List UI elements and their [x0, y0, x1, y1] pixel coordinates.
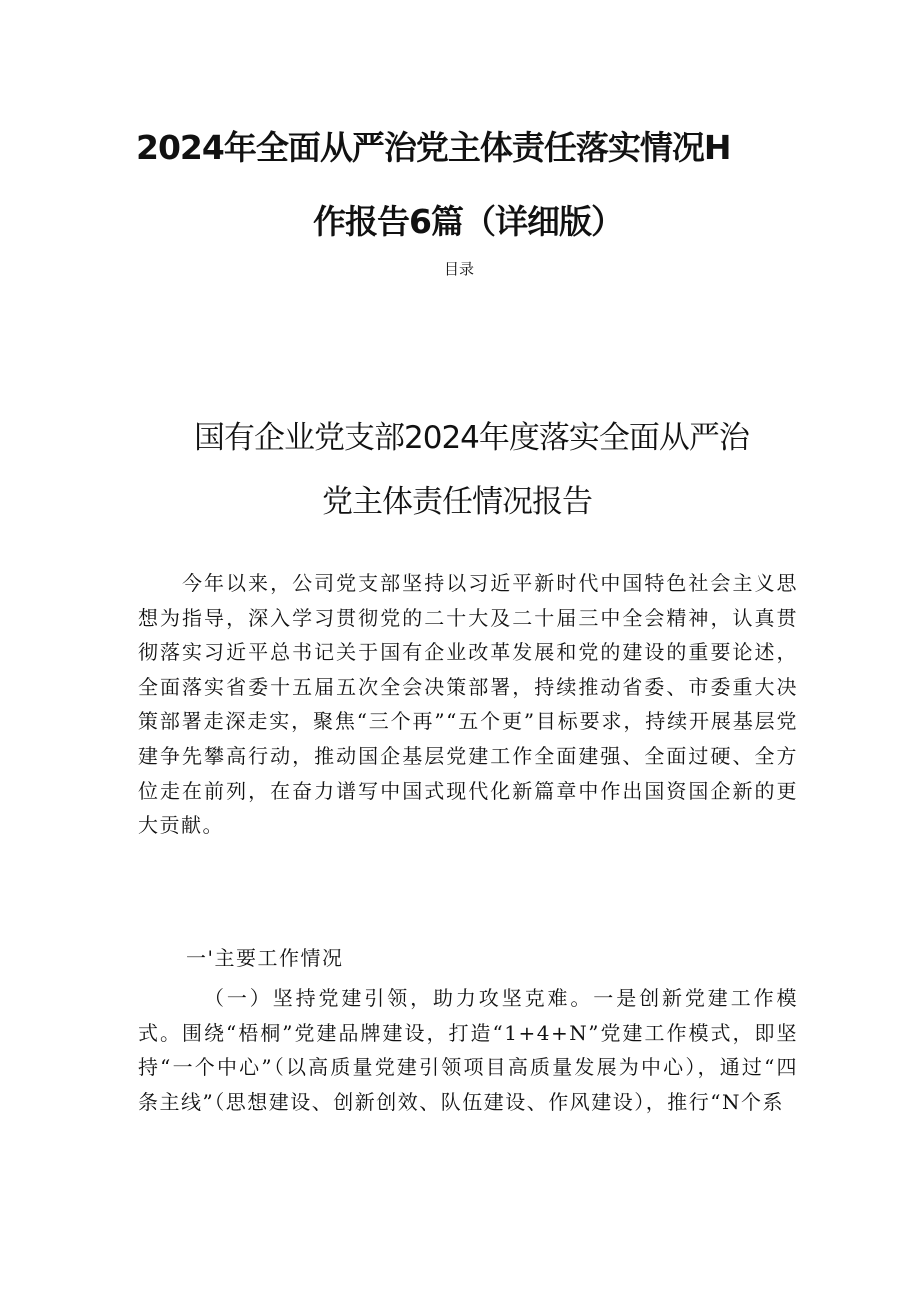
document-title-line2: 作报告6篇（详细版） — [313, 202, 623, 241]
section-title-line1: 国有企业党支部2024年度落实全面从严治 — [194, 420, 749, 456]
body-paragraph-intro: 今年以来，公司党支部坚持以习近平新时代中国特色社会主义思想为指导，深入学习贯彻党的二十大及二十届三中全会精神，认真贯彻落实习近平总书记关于国有企业改革发展和党的建设的重要论述，全面落实省委十五届五次全会决策部署，持续推动省委、市委重大决策部署走深走实，聚焦“三个再”“五个更”目标要求，持续开展基层党建争先攀高行动，推动国企基层党建工作全面建强、全面过硬、全方位走在前列，在奋力谱写中国式现代化新篇章中作出国资国企新的更大贡献。 — [138, 571, 798, 838]
section-title-line2: 党主体责任情况报告 — [322, 484, 592, 520]
body-paragraph-party-building: （一）坚持党建引领，助力攻坚克难。一是创新党建工作模式。围绕“梧桐”党建品牌建设，打造“1+4+N”党建工作模式，即坚持“一个中心”（以高质量党建引领项目高质量发展为中心），通过“四条主线”（思想建设、创新创效、队伍建设、作风建设），推行“N个系 — [138, 986, 798, 1114]
document-title-line1: 2024年全面从严治党主体责任落实情况H — [136, 128, 731, 167]
subheading-main-work: 一'主要工作情况 — [186, 946, 344, 970]
table-of-contents-label: 目录 — [444, 260, 475, 278]
